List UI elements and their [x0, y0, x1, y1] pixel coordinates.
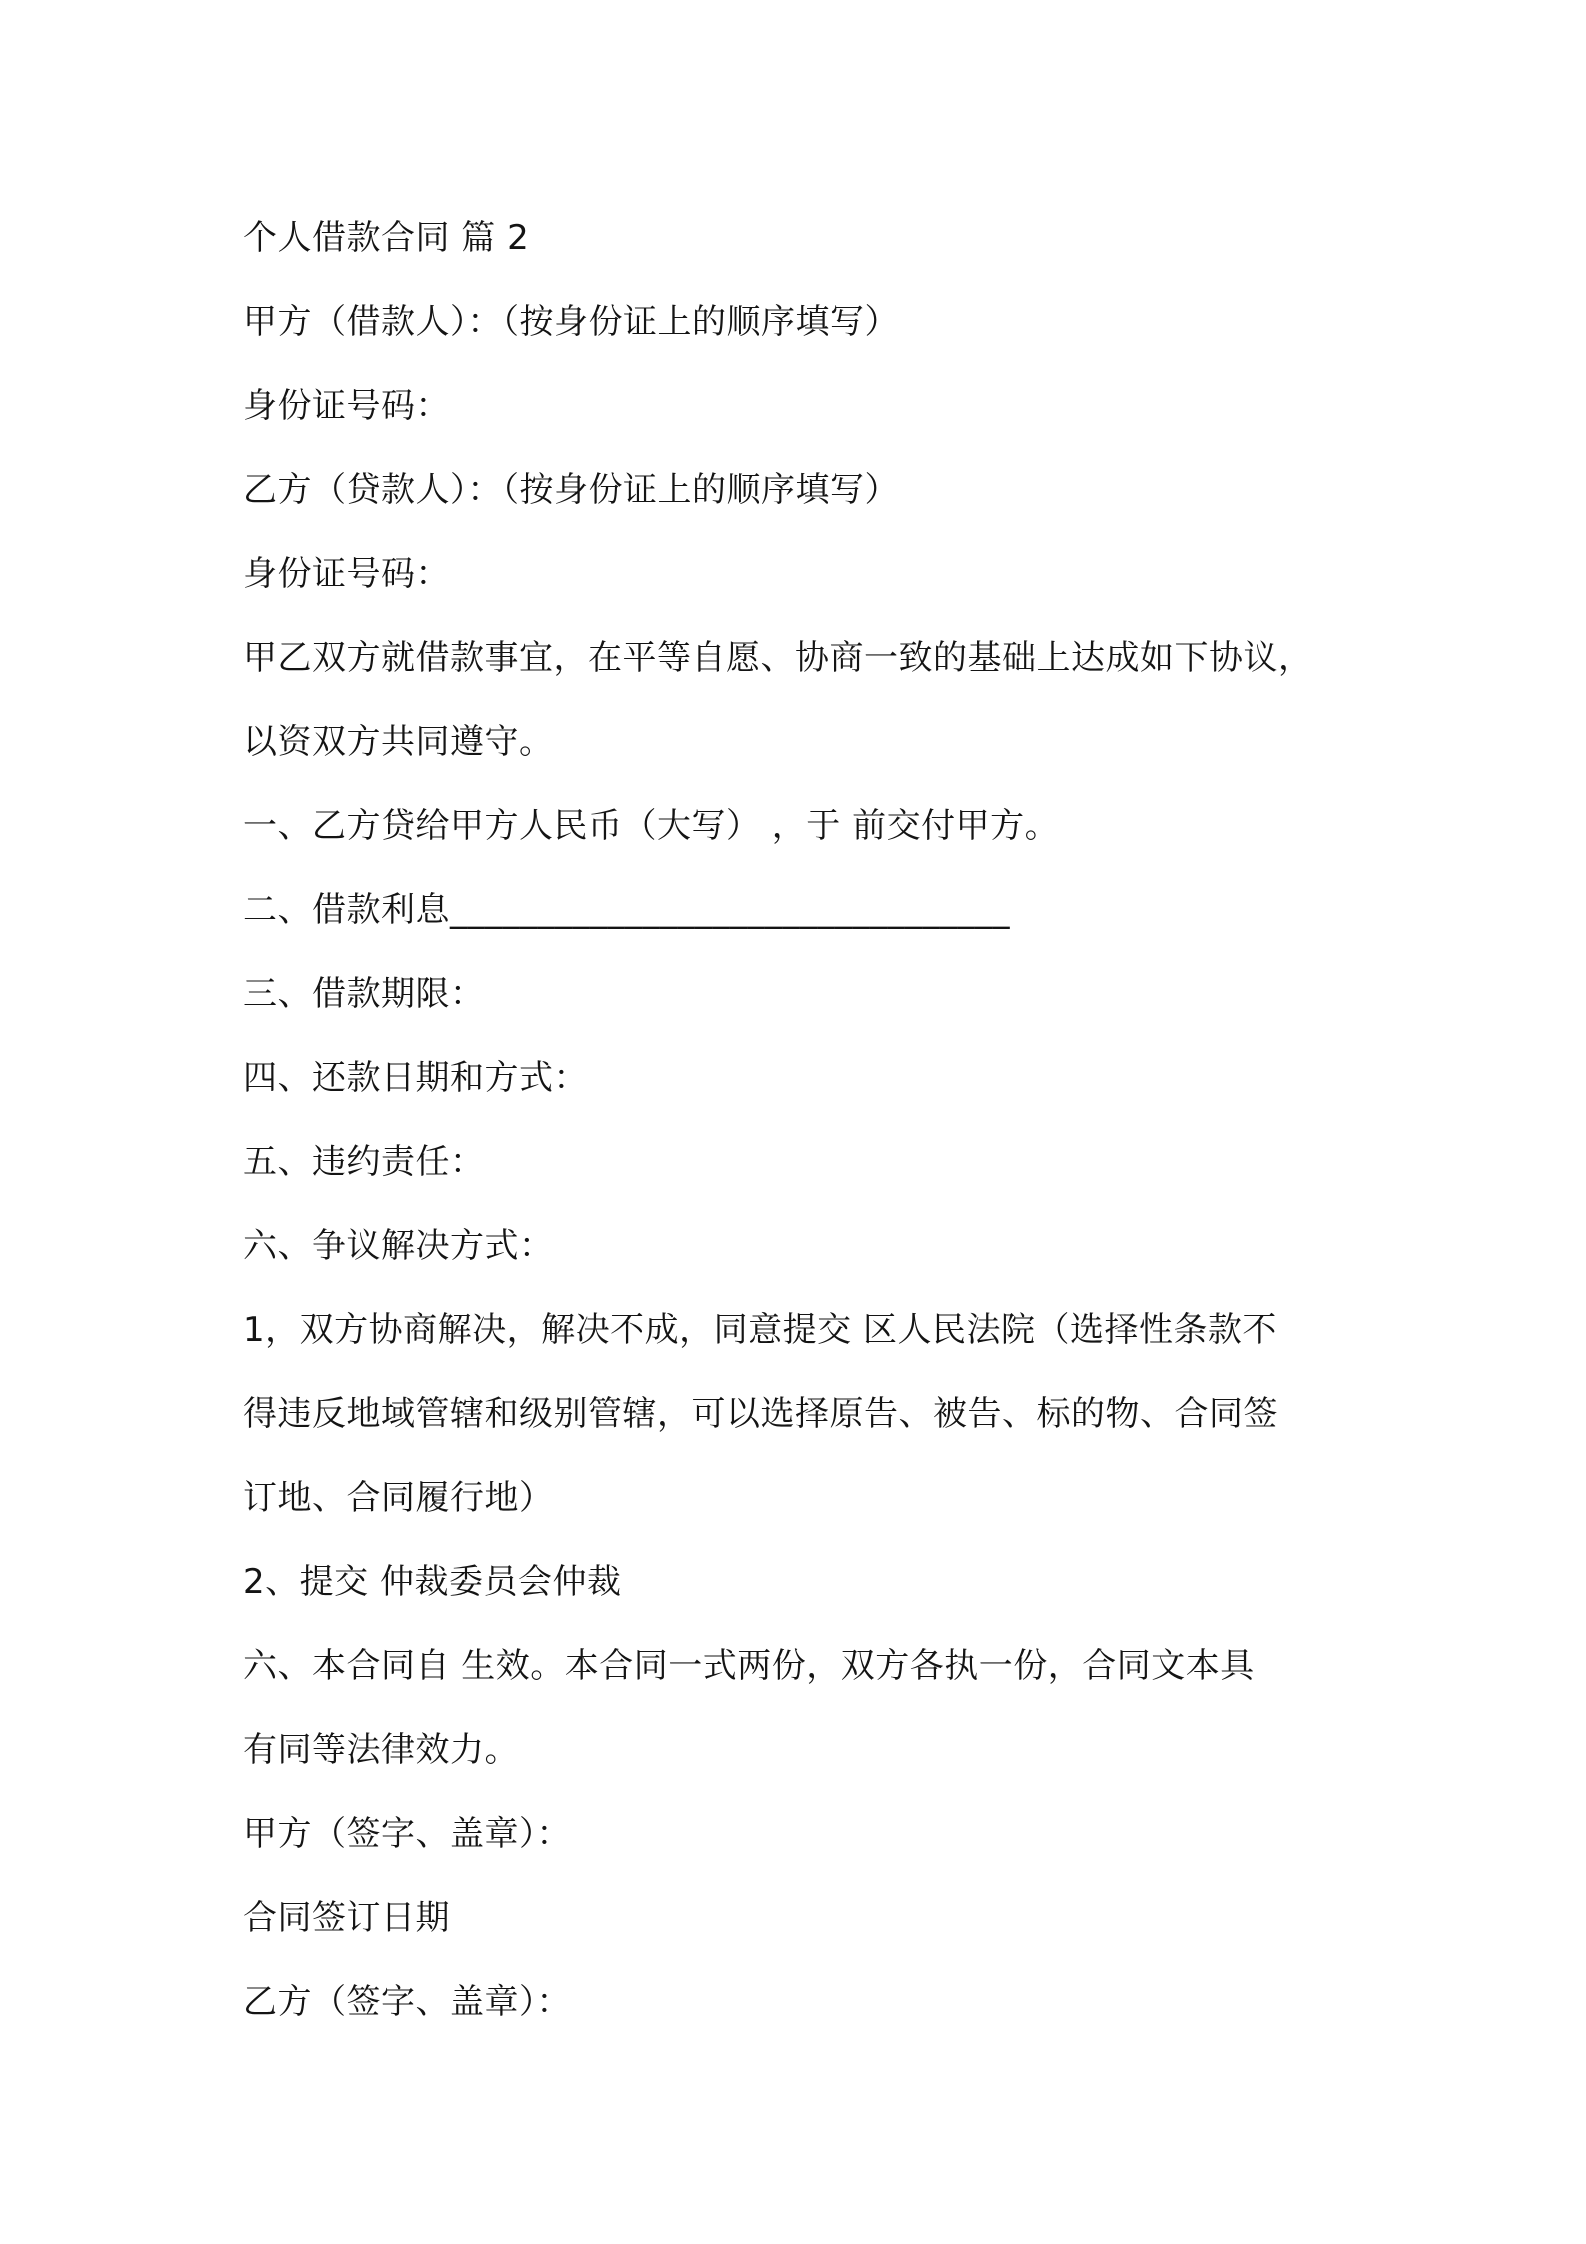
document-title: 个人借款合同 篇 2: [243, 218, 530, 258]
clause-loan-term: 三、借款期限：: [243, 974, 485, 1014]
party-b-id-label: 身份证号码：: [243, 554, 450, 594]
clause-repayment: 四、还款日期和方式：: [243, 1058, 588, 1098]
clause-interest: 二、借款利息________________________________: [243, 890, 1010, 930]
clause-effective-line-2: 有同等法律效力。: [243, 1730, 519, 1770]
dispute-option-1-line-2: 得违反地域管辖和级别管辖，可以选择原告、被告、标的物、合同签: [243, 1394, 1278, 1434]
contract-body: [243, 196, 1363, 2044]
agreement-intro-line-2: 以资双方共同遵守。: [243, 722, 554, 762]
signing-date-label: 合同签订日期: [243, 1898, 450, 1938]
clause-breach: 五、违约责任：: [243, 1142, 485, 1182]
party-b-label: 乙方（贷款人）：（按身份证上的顺序填写）: [243, 470, 899, 510]
agreement-intro-line-1: 甲乙双方就借款事宜，在平等自愿、协商一致的基础上达成如下协议，: [243, 638, 1313, 678]
dispute-option-1-line-3: 订地、合同履行地）: [243, 1478, 554, 1518]
party-b-signature-label: 乙方（签字、盖章）：: [243, 1982, 571, 2022]
dispute-option-2: 2、提交 仲裁委员会仲裁: [243, 1562, 622, 1602]
party-a-signature-label: 甲方（签字、盖章）：: [243, 1814, 571, 1854]
party-a-label: 甲方（借款人）：（按身份证上的顺序填写）: [243, 302, 899, 342]
clause-effective-line-1: 六、本合同自 生效。本合同一式两份，双方各执一份，合同文本具: [243, 1646, 1255, 1686]
clause-dispute: 六、争议解决方式：: [243, 1226, 554, 1266]
dispute-option-1-line-1: 1，双方协商解决，解决不成，同意提交 区人民法院（选择性条款不: [243, 1310, 1277, 1350]
party-a-id-label: 身份证号码：: [243, 386, 450, 426]
clause-loan-amount: 一、乙方贷给甲方人民币（大写） ，于 前交付甲方。: [243, 806, 1060, 846]
